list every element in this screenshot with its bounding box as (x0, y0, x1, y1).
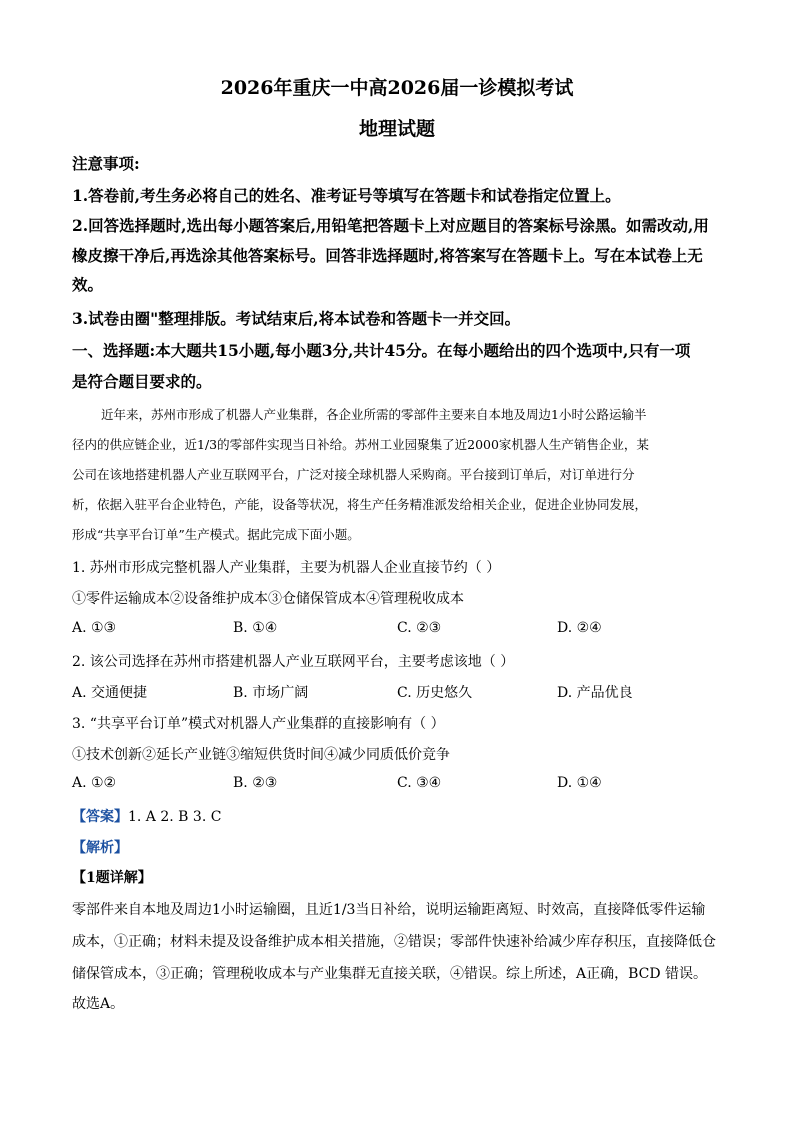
detail-tag: 【1题详解】 (72, 870, 152, 886)
detail-line: 储保管成本，③正确；管理税收成本与产业集群无直接关联，④错误。综上所述，A正确，BCD 错误。 (72, 966, 708, 982)
passage-line: 公司在该地搭建机器人产业互联网平台，广泛对接全球机器人采购商。平台接到订单后，对订单进行分 (72, 467, 635, 482)
notice-line: 3.试卷由圈"整理排版。考试结束后,将本试卷和答题卡一并交回。 (72, 309, 521, 328)
option-a: A. 交通便捷 (72, 685, 148, 701)
option-b: B. ①④ (233, 620, 278, 636)
question-stem: 2. 该公司选择在苏州市搭建机器人产业互联网平台，主要考虑该地（ ） (72, 654, 515, 670)
option-b: B. ②③ (233, 775, 278, 791)
option-b: B. 市场广阔 (233, 685, 309, 701)
exam-subtitle: 地理试题 (358, 118, 435, 140)
passage-line: 析，依据入驻平台企业特色，产能，设备等状况，将生产任务精准派发给相关企业，促进企业协同发展， (72, 497, 648, 512)
answer-text: 1. A 2. B 3. C (128, 809, 222, 825)
question-stem: 1. 苏州市形成完整机器人产业集群，主要为机器人企业直接节约（ ） (72, 560, 501, 576)
option-c: C. 历史悠久 (397, 685, 473, 701)
notice-heading: 注意事项: (72, 154, 140, 173)
passage-line: 形成“共享平台订单”生产模式。据此完成下面小题。 (72, 527, 360, 542)
option-d: D. ②④ (557, 620, 602, 636)
passage-line: 近年来，苏州市形成了机器人产业集群，各企业所需的零部件主要来自本地及周边1小时公路运输半 (101, 407, 647, 422)
detail-line: 成本，①正确；材料未提及设备维护成本相关措施，②错误；零部件快速补给减少库存积压，直接降低仓 (72, 934, 716, 950)
option-d: D. ①④ (557, 775, 602, 791)
notice-line: 2.回答选择题时,选出每小题答案后,用铅笔把答题卡上对应题目的答案标号涂黑。如需改动,用 (72, 216, 709, 235)
exam-title: 2026年重庆一中高2026届一诊模拟考试 (220, 77, 574, 99)
notice-line: 效。 (72, 275, 104, 294)
question-choices: ①技术创新②延长产业链③缩短供货时间④减少同质低价竞争 (72, 747, 450, 763)
passage-line: 径内的供应链企业，近1/3的零部件实现当日补给。苏州工业园聚集了近2000家机器人生产销售企业，某 (72, 437, 649, 452)
option-d: D. 产品优良 (557, 685, 633, 701)
answer-tag: 【答案】 (72, 809, 128, 825)
detail-line: 零部件来自本地及周边1小时运输圈，且近1/3当日补给，说明运输距离短、时效高，直接降低零件运输 (72, 902, 706, 918)
question-stem: 3. “共享平台订单”模式对机器人产业集群的直接影响有（ ） (72, 716, 445, 732)
option-a: A. ①② (72, 775, 117, 791)
analysis-tag: 【解析】 (72, 840, 128, 856)
option-a: A. ①③ (72, 620, 117, 636)
question-choices: ①零件运输成本②设备维护成本③仓储保管成本④管理税收成本 (72, 591, 464, 607)
notice-line: 橡皮擦干净后,再选涂其他答案标号。回答非选择题时,将答案写在答题卡上。写在本试卷上无 (72, 246, 703, 265)
answer-line (72, 806, 221, 826)
option-c: C. ②③ (397, 620, 442, 636)
notice-line: 1.答卷前,考生务必将自己的姓名、准考证号等填写在答题卡和试卷指定位置上。 (72, 186, 621, 205)
detail-line: 故选A。 (72, 996, 125, 1012)
section-heading: 一、选择题:本大题共15小题,每小题3分,共计45分。在每小题给出的四个选项中,只有一项 (72, 341, 691, 360)
option-c: C. ③④ (397, 775, 442, 791)
section-heading-cont: 是符合题目要求的。 (72, 372, 212, 391)
